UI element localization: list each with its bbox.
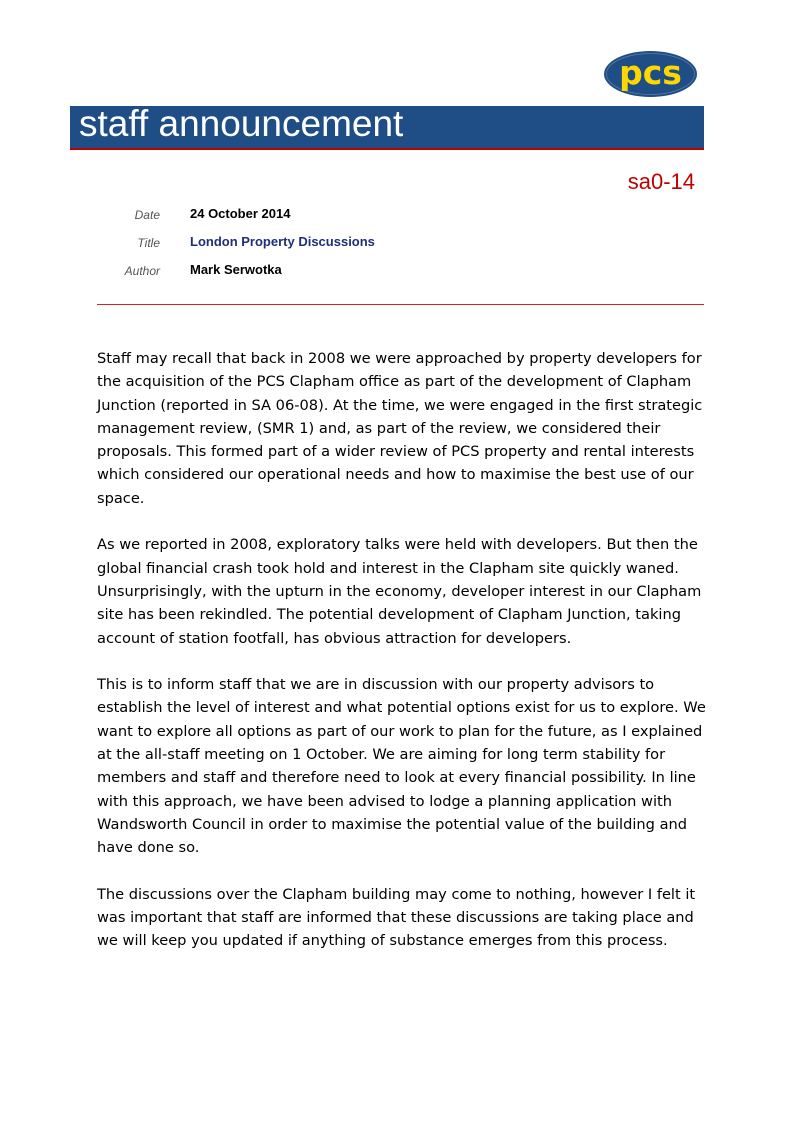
meta-row-title	[0, 234, 800, 254]
body-paragraph: This is to inform staff that we are in discussion with our property advisors to establish the level of interest and what potential options exist for us to explore. We want to explore all options as part of our work to plan for the future, as I explained at the all-staff meeting on 1 October. We are aiming for long term stability for members and staff and therefore need to look at every financial possibility. In line with this approach, we have been advised to lodge a planning application with Wandsworth Council in order to maximise the potential value of the building and have done so.	[97, 676, 706, 857]
reference-number: sa0-14	[627, 169, 695, 194]
page-title: staff announcement	[79, 103, 404, 144]
author-label: Author	[124, 264, 160, 278]
date-value: 24 October 2014	[190, 206, 291, 221]
pcs-logo	[603, 50, 698, 98]
banner-underline	[70, 148, 704, 150]
meta-row-author	[0, 262, 800, 282]
body-paragraph: As we reported in 2008, exploratory talks were held with developers. But then the global financial crash took hold and interest in the Clapham site quickly waned. Unsurprisingly, with the upturn in the economy, developer interest in our Clapham site has been rekindled. The potential development of Clapham Junction, taking account of station footfall, has obvious attraction for developers.	[97, 536, 702, 647]
title-label: Title	[137, 236, 160, 250]
body-paragraph: The discussions over the Clapham building may come to nothing, however I felt it was important that staff are informed that these discussions are taking place and we will keep you updated if anything of substance emerges from this process.	[97, 885, 696, 950]
announcement-body	[97, 347, 707, 976]
title-value: London Property Discussions	[190, 234, 375, 249]
author-value: Mark Serwotka	[190, 262, 282, 277]
meta-row-date	[0, 206, 800, 226]
header-banner	[70, 103, 704, 148]
logo-text: pcs	[619, 53, 682, 92]
header-divider	[97, 304, 704, 305]
date-label: Date	[134, 208, 160, 222]
body-paragraph: Staff may recall that back in 2008 we were approached by property developers for the acquisition of the PCS Clapham office as part of the development of Clapham Junction (reported in SA 06-08). At the time, we were engaged in the first strategic management review, (SMR 1) and, as part of the review, we considered their proposals. This formed part of a wider review of PCS property and rental interests which considered our operational needs and how to maximise the best use of our space.	[97, 350, 703, 507]
